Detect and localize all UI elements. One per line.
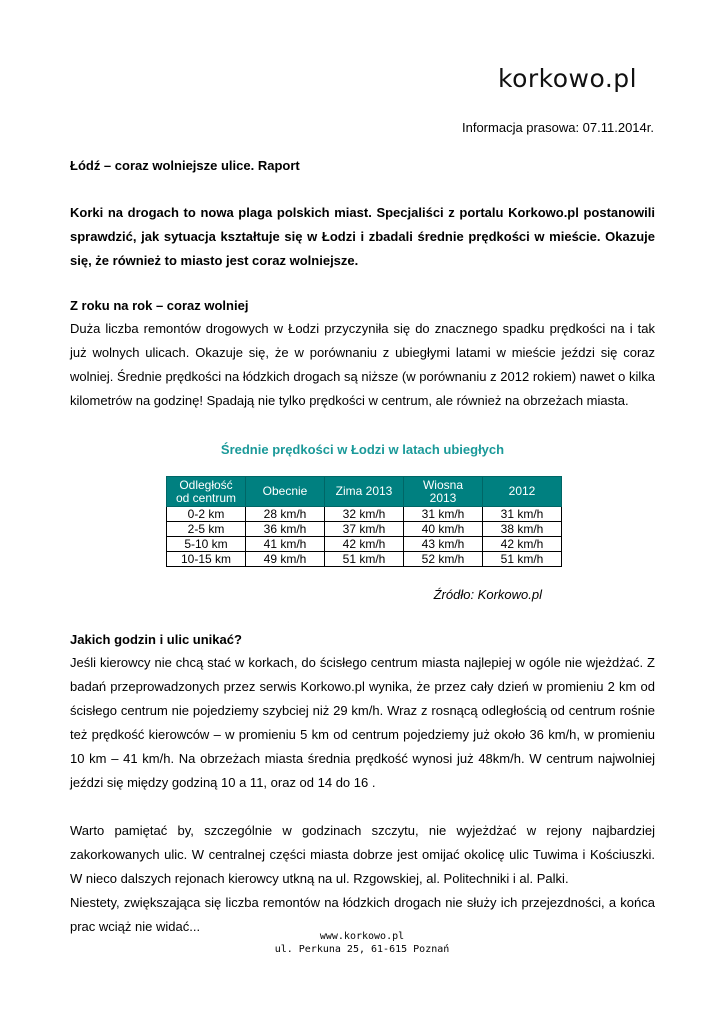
- table-title: Średnie prędkości w Łodzi w latach ubiegłych: [220, 442, 505, 457]
- section3-text-continued: Niestety, zwiększająca się liczba remontów na łódzkich drogach nie służy ich przejezdności, a końca prac wciąż nie widać...: [70, 895, 655, 934]
- section1-text: Duża liczba remontów drogowych w Łodzi przyczyniła się do znacznego spadku prędkości na i tak już wolnych ulicach. Okazuje się, że w porównaniu z ubiegłymi latami w mieście jeździ się coraz wolniej. Średnie prędkości na łódzkich drogach są niższe (w porównaniu z 2012 rokiem) nawet o kilka kilometrów na godzinę! Spadają nie tylko prędkości w centrum, ale również na obrzeżach miasta.: [70, 321, 655, 408]
- table-cell: 31 km/h: [483, 507, 562, 522]
- table-cell: 40 km/h: [404, 522, 483, 537]
- section2-text: Jeśli kierowcy nie chcą stać w korkach, do ścisłego centrum miasta najlepiej w ogóle nie wjeżdżać. Z badań przeprowadzonych przez serwis Korkowo.pl wynika, że przez cały dzień w promieniu 2 km od ścisłego centrum nie pojedziemy szybciej niż 29 km/h. Wraz z rosnącą odległością od centrum rośnie też prędkość kierowców – w promieniu 5 km od centrum pojedziemy już około 36 km/h, w promieniu 10 km – 41 km/h. Na obrzeżach miasta średnia prędkość wynosi już 48km/h. W centrum najwolniej jeździ się między godziną 10 a 11, oraz od 14 do 16 .: [70, 655, 655, 790]
- column-header: Obecnie: [246, 477, 325, 507]
- table-cell: 28 km/h: [246, 507, 325, 522]
- table-cell: 2-5 km: [167, 522, 246, 537]
- table-cell: 51 km/h: [325, 552, 404, 567]
- table-cell: 49 km/h: [246, 552, 325, 567]
- table-row: [167, 537, 562, 552]
- section1-heading: Z roku na rok – coraz wolniej: [70, 298, 249, 313]
- table-cell: 38 km/h: [483, 522, 562, 537]
- article-title: Łódź – coraz wolniejsze ulice. Raport: [70, 158, 300, 173]
- table-cell: 0-2 km: [167, 507, 246, 522]
- footer-address: ul. Perkuna 25, 61-615 Poznań: [274, 944, 450, 955]
- press-date: Informacja prasowa: 07.11.2014r.: [462, 120, 654, 135]
- logo: korkowo.pl: [498, 64, 638, 93]
- table-cell: 37 km/h: [325, 522, 404, 537]
- table-header-row: [167, 477, 562, 507]
- table-row: [167, 522, 562, 537]
- table-source: Źródło: Korkowo.pl: [433, 587, 542, 602]
- column-header: Odległość od centrum: [167, 477, 246, 507]
- column-header: Zima 2013: [325, 477, 404, 507]
- table-cell: 10-15 km: [167, 552, 246, 567]
- column-header: 2012: [483, 477, 562, 507]
- table-cell: 32 km/h: [325, 507, 404, 522]
- table-cell: 31 km/h: [404, 507, 483, 522]
- table-cell: 41 km/h: [246, 537, 325, 552]
- footer-website: www.korkowo.pl: [319, 931, 405, 942]
- section2-heading: Jakich godzin i ulic unikać?: [70, 632, 242, 647]
- table-cell: 51 km/h: [483, 552, 562, 567]
- speed-table: [166, 476, 562, 567]
- section3-text: Warto pamiętać by, szczególnie w godzinach szczytu, nie wyjeżdżać w rejony najbardziej zakorkowanych ulic. W centralnej części miasta dobrze jest omijać okolicę ulic Tuwima i Kościuszki. W nieco dalszych rejonach kierowcy utkną na ul. Rzgowskiej, al. Politechniki i al. Palki.: [70, 823, 655, 886]
- table-cell: 36 km/h: [246, 522, 325, 537]
- table-row: [167, 507, 562, 522]
- article-lead: Korki na drogach to nowa plaga polskich miast. Specjaliści z portalu Korkowo.pl postanowili sprawdzić, jak sytuacja kształtuje się w Łodzi i zbadali średnie prędkości w mieście. Okazuje się, że również to miasto jest coraz wolniejsze.: [70, 205, 655, 268]
- column-header: Wiosna 2013: [404, 477, 483, 507]
- table-cell: 42 km/h: [483, 537, 562, 552]
- table-row: [167, 552, 562, 567]
- article-body: [70, 155, 655, 939]
- paragraph-gap: [70, 795, 655, 819]
- table-cell: 42 km/h: [325, 537, 404, 552]
- table-cell: 52 km/h: [404, 552, 483, 567]
- table-cell: 43 km/h: [404, 537, 483, 552]
- footer: [0, 930, 724, 956]
- table-cell: 5-10 km: [167, 537, 246, 552]
